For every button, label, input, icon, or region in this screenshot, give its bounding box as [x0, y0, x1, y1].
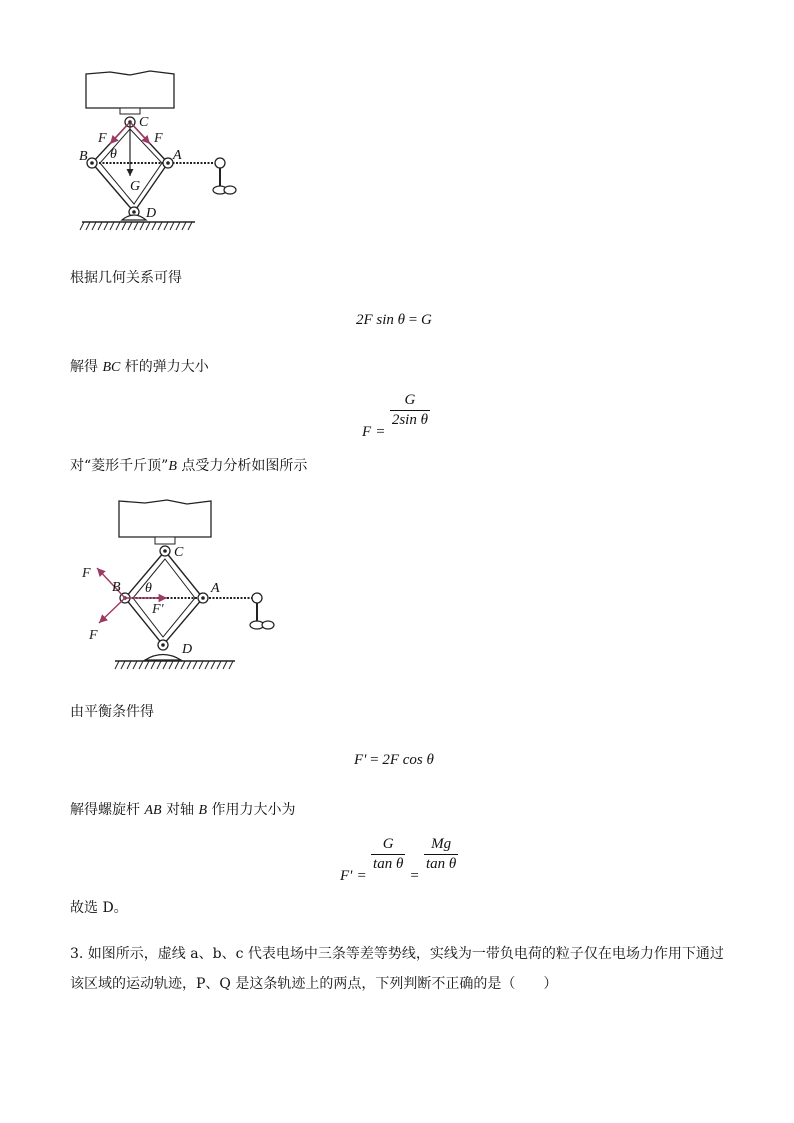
- force-arrow-up: [97, 568, 125, 598]
- label-d: D: [146, 206, 157, 221]
- svg-text:F: F: [82, 566, 91, 581]
- label-f-left: F: [98, 131, 107, 146]
- label-a: A: [173, 148, 182, 163]
- text-solve-ab: 解得螺旋杆 AB 对轴 B 作用力大小为: [70, 802, 296, 818]
- text-geometry: 根据几何关系可得: [70, 270, 182, 286]
- svg-text:F: F: [89, 628, 98, 643]
- equation-1: 2F sin θ = G: [356, 312, 432, 328]
- text-b-analysis: 对“菱形千斤顶”B 点受力分析如图所示: [70, 458, 308, 474]
- text-solve-bc: 解得 BC 杆的弹力大小: [70, 359, 209, 375]
- equation-3: F' = 2F cos θ: [354, 752, 434, 768]
- jack-diagram-1: [70, 60, 270, 245]
- equation-2: F = $\frac{G}{\text{2sin θ}}$: [362, 392, 428, 440]
- svg-text:A: A: [211, 581, 220, 596]
- question-line-2: 该区域的运动轨迹，P、Q 是这条轨迹上的两点，下列判断不正确的是（ ）: [70, 976, 558, 992]
- load-block-2: [119, 500, 211, 537]
- text-answer: 故选 D。: [70, 900, 128, 916]
- svg-text:F′: F′: [152, 602, 164, 617]
- label-c: C: [139, 115, 149, 130]
- svg-text:B: B: [112, 580, 121, 595]
- jack-diagram-2: [75, 493, 290, 673]
- svg-text:C: C: [174, 545, 184, 560]
- svg-text:D: D: [182, 642, 193, 657]
- svg-text:θ: θ: [145, 581, 152, 596]
- text-equilibrium: 由平衡条件得: [70, 704, 154, 720]
- label-b: B: [79, 149, 88, 164]
- equation-4: F' = $\frac{G}{\text{tan θ}}$ = $\frac{Mg}{\text{tan θ}}$: [340, 836, 457, 884]
- force-arrow-down: [99, 598, 125, 623]
- label-theta: θ: [110, 147, 117, 162]
- load-block: [86, 71, 174, 108]
- question-line-1: 3. 如图所示，虚线 a、b、c 代表电场中三条等差等势线，实线为一带负电荷的粒子仅在电场力作用下通过: [70, 946, 724, 962]
- label-f-right: F: [154, 131, 163, 146]
- label-g: G: [130, 179, 141, 194]
